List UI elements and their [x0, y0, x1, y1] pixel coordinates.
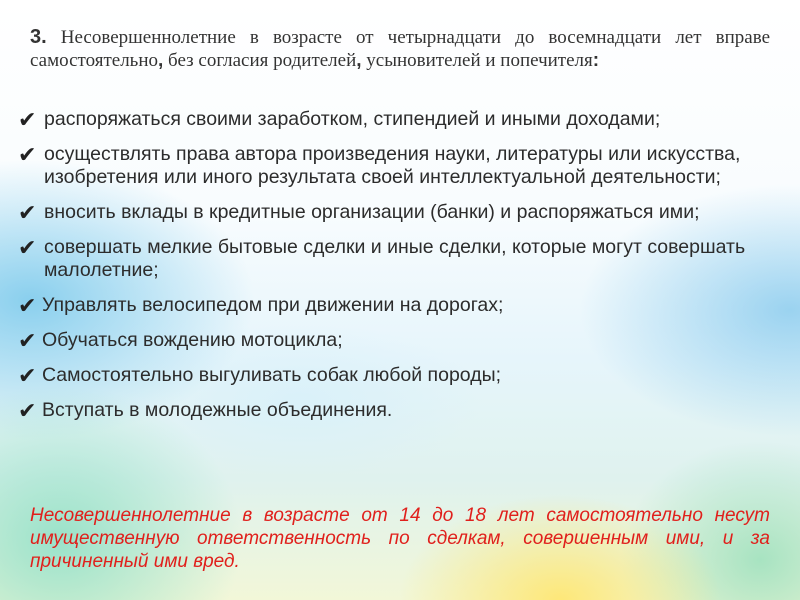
intro-text-part1: Несовершеннолетние в возрасте от четырнадцати до восемнадцати лет вправе самостоятельно — [30, 27, 770, 71]
list-item — [18, 364, 768, 387]
list-item — [18, 108, 768, 131]
list-item-text: Обучаться вождению мотоцикла; — [42, 329, 343, 351]
liability-note: Несовершеннолетние в возрасте от 14 до 18 лет самостоятельно несут имущественную ответственность по сделкам, совершенным ими, и за причиненный ими вред. — [30, 505, 770, 572]
list-item — [18, 399, 768, 422]
checkmark-icon: ✔ — [18, 363, 37, 388]
intro-comma-1: , — [158, 50, 164, 71]
intro-text-part2: без согласия родителей — [163, 50, 357, 71]
list-item-text: Управлять велосипедом при движении на дорогах; — [42, 294, 504, 316]
list-item-text: распоряжаться своими заработком, стипендией и иными доходами; — [44, 108, 661, 130]
intro-text-part3: усыновителей и попечителя — [361, 50, 593, 71]
list-item — [18, 201, 768, 224]
list-item — [18, 236, 768, 282]
list-item-text: Вступать в молодежные объединения. — [42, 399, 393, 421]
checkmark-icon: ✔ — [18, 200, 37, 225]
slide-content — [14, 18, 784, 588]
list-item-text: вносить вклады в кредитные организации (банки) и распоряжаться ими; — [44, 201, 700, 223]
list-item — [18, 294, 768, 317]
checkmark-icon: ✔ — [18, 107, 37, 132]
checkmark-icon: ✔ — [18, 142, 37, 167]
list-item-text: осуществлять права автора произведения науки, литературы или искусства, изобретения или иного результата своей интеллектуальной деятельности; — [44, 143, 741, 188]
checkmark-icon: ✔ — [18, 398, 37, 423]
intro-comma-2: , — [356, 50, 362, 71]
checkmark-icon: ✔ — [18, 293, 37, 318]
checkmark-icon: ✔ — [18, 235, 37, 260]
list-item-text: Самостоятельно выгуливать собак любой породы; — [42, 364, 502, 386]
checkmark-icon: ✔ — [18, 328, 37, 353]
intro-colon: : — [592, 50, 600, 71]
list-item-text: совершать мелкие бытовые сделки и иные сделки, которые могут совершать малолетние; — [44, 236, 746, 281]
item-number: 3. — [30, 26, 47, 48]
rights-list — [18, 108, 768, 422]
list-item — [18, 329, 768, 352]
intro-paragraph — [30, 26, 770, 72]
list-item — [18, 143, 768, 189]
